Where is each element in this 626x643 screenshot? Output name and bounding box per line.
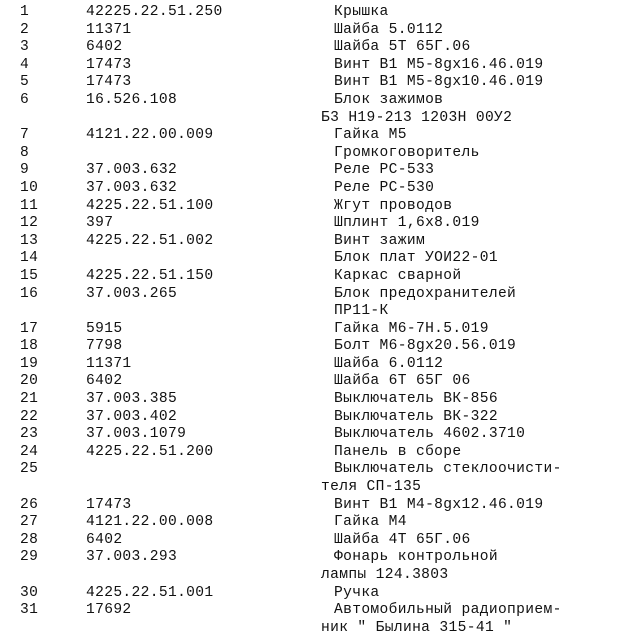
item-name: Крышка — [334, 4, 389, 20]
list-item — [20, 92, 620, 110]
item-code: 16.526.108 — [86, 91, 178, 108]
item-name: Каркас сварной — [334, 267, 462, 284]
item-number: 9 — [20, 162, 30, 179]
item-name: Шайба 4Т 65Г.06 — [334, 531, 471, 548]
item-number: 2 — [20, 21, 30, 38]
item-number: 12 — [20, 215, 39, 232]
item-name: Ручка — [334, 584, 380, 601]
item-number: 29 — [20, 549, 39, 566]
list-item — [20, 532, 620, 550]
item-number: 11 — [20, 197, 39, 214]
list-item-continuation — [20, 110, 620, 128]
item-name-continuation: лампы 124.3803 — [321, 567, 449, 583]
item-code: 4121.22.00.008 — [86, 514, 214, 531]
item-name: Громкоговоритель — [334, 144, 480, 161]
item-code: 17473 — [86, 56, 132, 73]
list-item — [20, 127, 620, 145]
item-number: 13 — [20, 232, 39, 249]
item-number: 21 — [20, 391, 39, 408]
item-number: 18 — [20, 338, 39, 355]
list-item — [20, 57, 620, 75]
item-number: 6 — [20, 91, 30, 108]
item-name: Автомобильный радиоприем- — [334, 602, 562, 619]
list-item — [20, 39, 620, 57]
list-item — [20, 426, 620, 444]
list-item — [20, 180, 620, 198]
item-code: 17473 — [86, 496, 132, 513]
item-number: 17 — [20, 320, 39, 337]
item-code: 42225.22.51.250 — [86, 4, 223, 20]
list-item-continuation — [20, 567, 620, 585]
item-number: 15 — [20, 267, 39, 284]
item-name: Гайка М6-7Н.5.019 — [334, 320, 489, 337]
item-name: Винт зажим — [334, 232, 426, 249]
item-name: Шплинт 1,6х8.019 — [334, 215, 480, 232]
item-number: 22 — [20, 408, 39, 425]
list-item — [20, 286, 620, 304]
list-item — [20, 233, 620, 251]
list-item — [20, 373, 620, 391]
list-item-continuation — [20, 620, 620, 638]
item-name: Гайка М5 — [334, 127, 407, 144]
item-number: 3 — [20, 39, 30, 56]
item-name: Винт В1 М4-8gх12.46.019 — [334, 496, 544, 513]
list-item — [20, 602, 620, 620]
item-code: 4225.22.51.200 — [86, 443, 214, 460]
item-number: 24 — [20, 443, 39, 460]
item-name-continuation: теля СП-135 — [321, 479, 422, 496]
item-number: 27 — [20, 514, 39, 531]
list-item — [20, 321, 620, 339]
item-number: 4 — [20, 56, 30, 73]
item-code: 37.003.385 — [86, 391, 178, 408]
item-name: Выключатель 4602.3710 — [334, 426, 526, 443]
list-item — [20, 356, 620, 374]
list-item — [20, 514, 620, 532]
item-code: 37.003.632 — [86, 162, 178, 179]
item-name: Винт В1 М5-8gх10.46.019 — [334, 74, 544, 91]
item-code: 397 — [86, 215, 114, 232]
list-item — [20, 409, 620, 427]
list-item — [20, 585, 620, 603]
list-item — [20, 215, 620, 233]
item-code: 4225.22.51.150 — [86, 267, 214, 284]
list-item — [20, 549, 620, 567]
list-item — [20, 74, 620, 92]
item-name: Шайба 6Т 65Г 06 — [334, 373, 471, 390]
item-number: 23 — [20, 426, 39, 443]
item-number: 1 — [20, 4, 30, 20]
item-name-continuation: ник " Былина 315-41 " — [321, 619, 513, 636]
item-code: 37.003.265 — [86, 285, 178, 302]
list-item — [20, 268, 620, 286]
item-number: 19 — [20, 355, 39, 372]
item-name: Шайба 5.0112 — [334, 21, 444, 38]
item-code: 6402 — [86, 373, 123, 390]
item-name: Шайба 5Т 65Г.06 — [334, 39, 471, 56]
item-name: Винт В1 М5-8gх16.46.019 — [334, 56, 544, 73]
item-number: 26 — [20, 496, 39, 513]
item-name: Блок плат УОИ22-01 — [334, 250, 498, 267]
list-item — [20, 250, 620, 268]
item-name-continuation: ПР11-К — [334, 303, 389, 320]
item-name: Выключатель ВК-856 — [334, 391, 498, 408]
list-item-continuation — [20, 479, 620, 497]
item-name: Панель в сборе — [334, 443, 462, 460]
list-item — [20, 444, 620, 462]
item-name: Блок предохранителей — [334, 285, 517, 302]
item-name — [334, 92, 620, 110]
list-item — [20, 145, 620, 163]
parts-list — [20, 4, 620, 637]
item-name-line: Блок зажимов — [334, 91, 444, 108]
item-name: Гайка М4 — [334, 514, 407, 531]
list-item — [20, 162, 620, 180]
item-code: 4225.22.51.100 — [86, 197, 214, 214]
list-item — [20, 391, 620, 409]
item-code: 37.003.293 — [86, 549, 178, 566]
item-name: Выключатель ВК-322 — [334, 408, 498, 425]
item-code: 37.003.402 — [86, 408, 178, 425]
item-number: 30 — [20, 584, 39, 601]
list-item — [20, 22, 620, 40]
item-name-continuation: Б3 Н19-213 1203Н 00У2 — [321, 109, 513, 126]
item-name: Болт М6-8gх20.56.019 — [334, 338, 517, 355]
item-number: 28 — [20, 531, 39, 548]
item-code: 17692 — [86, 602, 132, 619]
list-item — [20, 461, 620, 479]
list-item — [20, 497, 620, 515]
item-number: 8 — [20, 144, 30, 161]
item-name: Реле РС-533 — [334, 162, 435, 179]
item-code: 4121.22.00.009 — [86, 127, 214, 144]
list-item — [20, 338, 620, 356]
item-code: 11371 — [86, 21, 132, 38]
item-code: 37.003.1079 — [86, 426, 187, 443]
item-code: 17473 — [86, 74, 132, 91]
item-name: Фонарь контрольной — [334, 549, 498, 566]
item-code: 4225.22.51.001 — [86, 584, 214, 601]
list-item — [20, 4, 620, 22]
item-number: 7 — [20, 127, 30, 144]
item-code: 7798 — [86, 338, 123, 355]
item-number: 16 — [20, 285, 39, 302]
item-number: 31 — [20, 602, 39, 619]
item-number: 5 — [20, 74, 30, 91]
item-code: 37.003.632 — [86, 179, 178, 196]
item-number: 14 — [20, 250, 39, 267]
item-number: 20 — [20, 373, 39, 390]
item-name: Реле РС-530 — [334, 179, 435, 196]
list-item-continuation — [20, 303, 620, 321]
item-number: 25 — [20, 461, 39, 478]
item-code: 6402 — [86, 531, 123, 548]
item-code: 5915 — [86, 320, 123, 337]
item-code: 6402 — [86, 39, 123, 56]
item-code: 4225.22.51.002 — [86, 232, 214, 249]
item-name: Жгут проводов — [334, 197, 453, 214]
item-name: Выключатель стеклоочисти- — [334, 461, 562, 478]
item-number: 10 — [20, 179, 39, 196]
item-name: Шайба 6.0112 — [334, 355, 444, 372]
list-item — [20, 198, 620, 216]
item-code: 11371 — [86, 355, 132, 372]
